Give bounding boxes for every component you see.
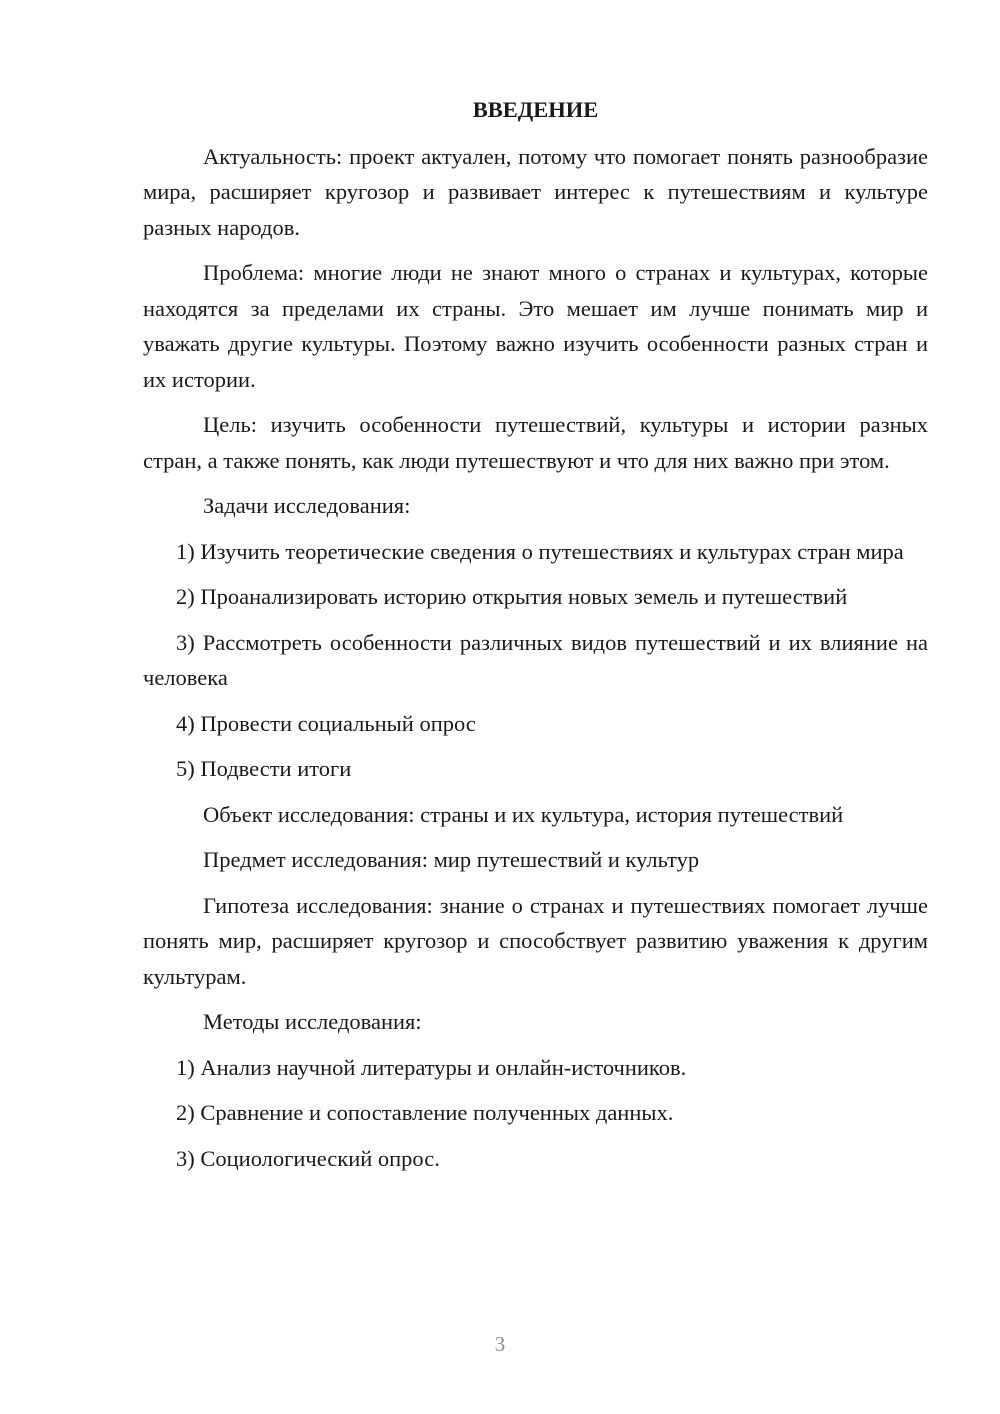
method-item-2: 2) Сравнение и сопоставление полученных данных.: [176, 1100, 674, 1125]
task-item-4: 4) Провести социальный опрос: [176, 710, 476, 736]
task-item-5: 5) Подвести итоги: [176, 756, 352, 781]
goal-paragraph: Цель: изучить особенности путешествий, культуры и истории разных стран, а также понять, как люди путешествуют и что для них важно при этом.: [143, 412, 928, 473]
task-item-1: 1) Изучить теоретические сведения о путешествиях и культурах стран мира: [176, 538, 904, 564]
methods-heading: Методы исследования:: [203, 1009, 422, 1034]
page-title: ВВЕДЕНИЕ: [472, 97, 599, 122]
subject-paragraph: Предмет исследования: мир путешествий и культур: [203, 847, 700, 872]
method-item-1: 1) Анализ научной литературы и онлайн-источников.: [176, 1054, 687, 1080]
hypothesis-paragraph: Гипотеза исследования: знание о странах и путешествиях помогает лучше понять мир, расширяет кругозор и способствует развитию уважения к другим культурам.: [143, 892, 928, 989]
problem-paragraph: Проблема: многие люди не знают много о странах и культурах, которые находятся за пределами их страны. Это мешает им лучше понимать мир и уважать другие культуры. Поэтому важно изучить особенности разных стран и их истории.: [143, 260, 928, 392]
task-item-3: 3) Рассмотреть особенности различных видов путешествий и их влияние на человека: [143, 629, 928, 690]
object-paragraph: Объект исследования: страны и их культура, история путешествий: [203, 801, 844, 827]
tasks-heading: Задачи исследования:: [203, 493, 411, 518]
task-item-2: 2) Проанализировать историю открытия новых земель и путешествий: [176, 584, 848, 609]
document-page: [143, 92, 928, 1186]
method-item-3: 3) Социологический опрос.: [176, 1145, 440, 1171]
page-number: 3: [494, 1332, 506, 1356]
relevance-paragraph: Актуальность: проект актуален, потому что помогает понять разнообразие мира, расширяет кругозор и развивает интерес к путешествиям и культуре разных народов.: [143, 143, 928, 240]
